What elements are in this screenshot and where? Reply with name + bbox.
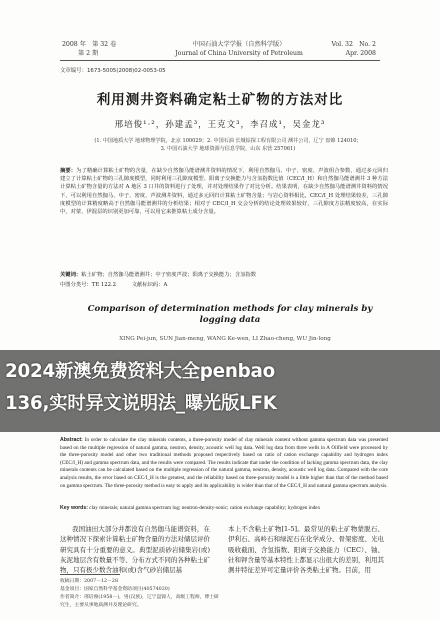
affiliation-line: 3. 中国石油大学 地球资源与信息学院，山东 东营 257061) (160, 145, 296, 152)
overlay-banner-line-2: 136,实时异文说明法_曝光版LFK (5, 393, 277, 414)
header-rule (60, 60, 380, 61)
keywords-zh-text: 粘土矿物；自然伽马能谱测井；中子密度声波；阳离子交换能力；含氢指数 (81, 272, 257, 278)
authors-en: XING Pei-jun, SUN Jian-meng, WANG Ke-wen, LI Zhao-cheng, WU Jin-long (119, 336, 331, 342)
header-issue-en (332, 40, 377, 58)
running-header (14, 10, 426, 57)
keywords-zh-label: 关键词： (60, 272, 82, 278)
header-journal-en: Journal of China University of Petroleum (175, 50, 303, 57)
affiliation-line: (1. 中国地质大学 地球物理学院，北京 100029；2. 中国石油 长城钻探工程有限公司 测井公司，辽宁 盘锦 124010； (94, 138, 362, 144)
keywords-en-text: clay minerals; natural gamma spectrum log; neutron-density-sonic; cation exchange capability; hydrogen index (89, 505, 321, 511)
overlay-banner-line-1: 2024新澳免费资料大全penbao (5, 361, 276, 382)
abstract-en-label: Abstract: (60, 437, 83, 443)
header-journal (164, 40, 314, 58)
header-date: Apr. 2008 (345, 50, 376, 57)
keywords-en (60, 505, 388, 513)
body-text-right: 本上不含粘土矿物[1-5]。最常见的粘土矿物蒙脱石、伊利石、高岭石和绿泥石在化学成分、骨架密度、光电吸收截面、含氢指数、阳离子交换能力（CEC）、铀、钍和钾含量等基本特性上都显示出很大的差别，利用其测井特征差异可定量评价各类粘土矿物。目前，用 (228, 525, 384, 575)
authors-zh: 邢培俊¹·²，孙建孟³，王克文³，李召成¹，吴金龙³ (114, 120, 326, 130)
header-vol-no: Vol. 32 No. 2 (331, 41, 376, 48)
abstract-zh-text: 为了精确计算粘土矿物的含量，在缺少自然伽马能谱测井资料的情况下，利用自然伽马、中子、密度、声波组合参数，通过多元回归建立了计算粘土矿物的三孔隙度模型，同时利用三孔隙度模型、阳离子交换能力与含氢指数比值（CEC/I_H）和自然伽马能谱测井 3 种方法计算粘土矿物含量的方法对 A 地区 3 口井的资料进行了处理，并对处理结果作了对比分析。结果表明，在缺少自然伽马能谱测井资料的情况下，可以利用自然伽马、中子、密度、声波测井资料，通过多元回归计算粘土矿物含量；与岩心资料相比，CEC/I_H 处理结果较差，三孔隙度模型的计算精度略高于自然伽马能谱测井的分析结果；相对于 CEC/I_H 交会分析的结论处理效果较好，三孔隙度方法精度较高，在实际中，对蒙、伊混层的识别更加可靠，可以用它来推算粘土成分含量。 (60, 168, 388, 216)
article-title-en: Comparison of determination methods for clay minerals by logging data (87, 304, 373, 325)
header-issue: 第 2 期 (78, 50, 99, 57)
header-journal-zh: 中国石油大学学报（自然科学版） (192, 41, 286, 48)
overlay-banner-text (5, 356, 440, 420)
abstract-en-text: In order to calculate the clay minerals contents, a three-porosity model of clay minerals content without gamma spectrum data was presented based on the multiple regression of natural gamma, neutron, density, acoustic well log data. Well log data from three wells in A Oilfield were processed by the three-porosity model and other two traditional methods proposed respectively based on ratio of cation exchange capability and hydrogen index (CEC/I_H) and gamma spectrum data, and the results were compared. The results indicate that under the condition of lacking gamma spectrum data, the clay minerals contents can be calculated based on the multiple regression of the natural gamma, neutron, density, acoustic well log data. Compared with the core analysis results, the error based on CEC/I_H is the greatest, and the reliability based on three-porosity model is a little higher than that of the method based on gamma spectrum. The three-porosity method is easy to apply and its applicability is wider than that of the CEC/I_H and natural gamma spectrum analysis. (60, 437, 388, 489)
footnote-received: 收稿日期：2007－12－28 (60, 579, 118, 584)
footnote-rule (60, 574, 120, 575)
abstract-zh-label: 摘要： (60, 168, 77, 174)
abstract-zh (60, 167, 388, 216)
article-title-zh: 利用测井资料确定粘土矿物的方法对比 (96, 92, 344, 108)
keywords-zh (60, 271, 256, 279)
classification (60, 281, 181, 289)
header-volume (62, 40, 116, 58)
footnote-author: 作者简介：邢培俊(1958－)，男(汉族)，辽宁盘锦人，高级工程师，博士研究生，主要从事地质测井及理论研究。 (60, 595, 219, 608)
clc-number: 中图分类号：TE 122.2 (60, 282, 117, 288)
body-text-left: 我国油田大部分井都没有自然伽马能谱资料，在这种情况下探索计算粘土矿物含量的方法对储层评价研究具有十分重要的意义。典型泥质砂岩储集岩(或)灰泥地层含有数量不等、分布方式不同的各种粘土矿物，只有极少数含油和(或)含气砂岩储层基 (60, 525, 210, 575)
header-year-volume: 2008 年 第 32 卷 (62, 41, 117, 48)
abstract-en (60, 437, 388, 490)
keywords-en-label: Key words: (60, 505, 88, 511)
article-number: 文章编号：1673-5005(2008)02-0053-05 (60, 68, 166, 74)
document-code: 文献标识码：A (131, 282, 168, 288)
footnotes (60, 578, 220, 610)
footnote-funding: 基金项目：国家自然科学基金资助项目(40574020) (60, 587, 170, 592)
affiliations (68, 138, 388, 153)
